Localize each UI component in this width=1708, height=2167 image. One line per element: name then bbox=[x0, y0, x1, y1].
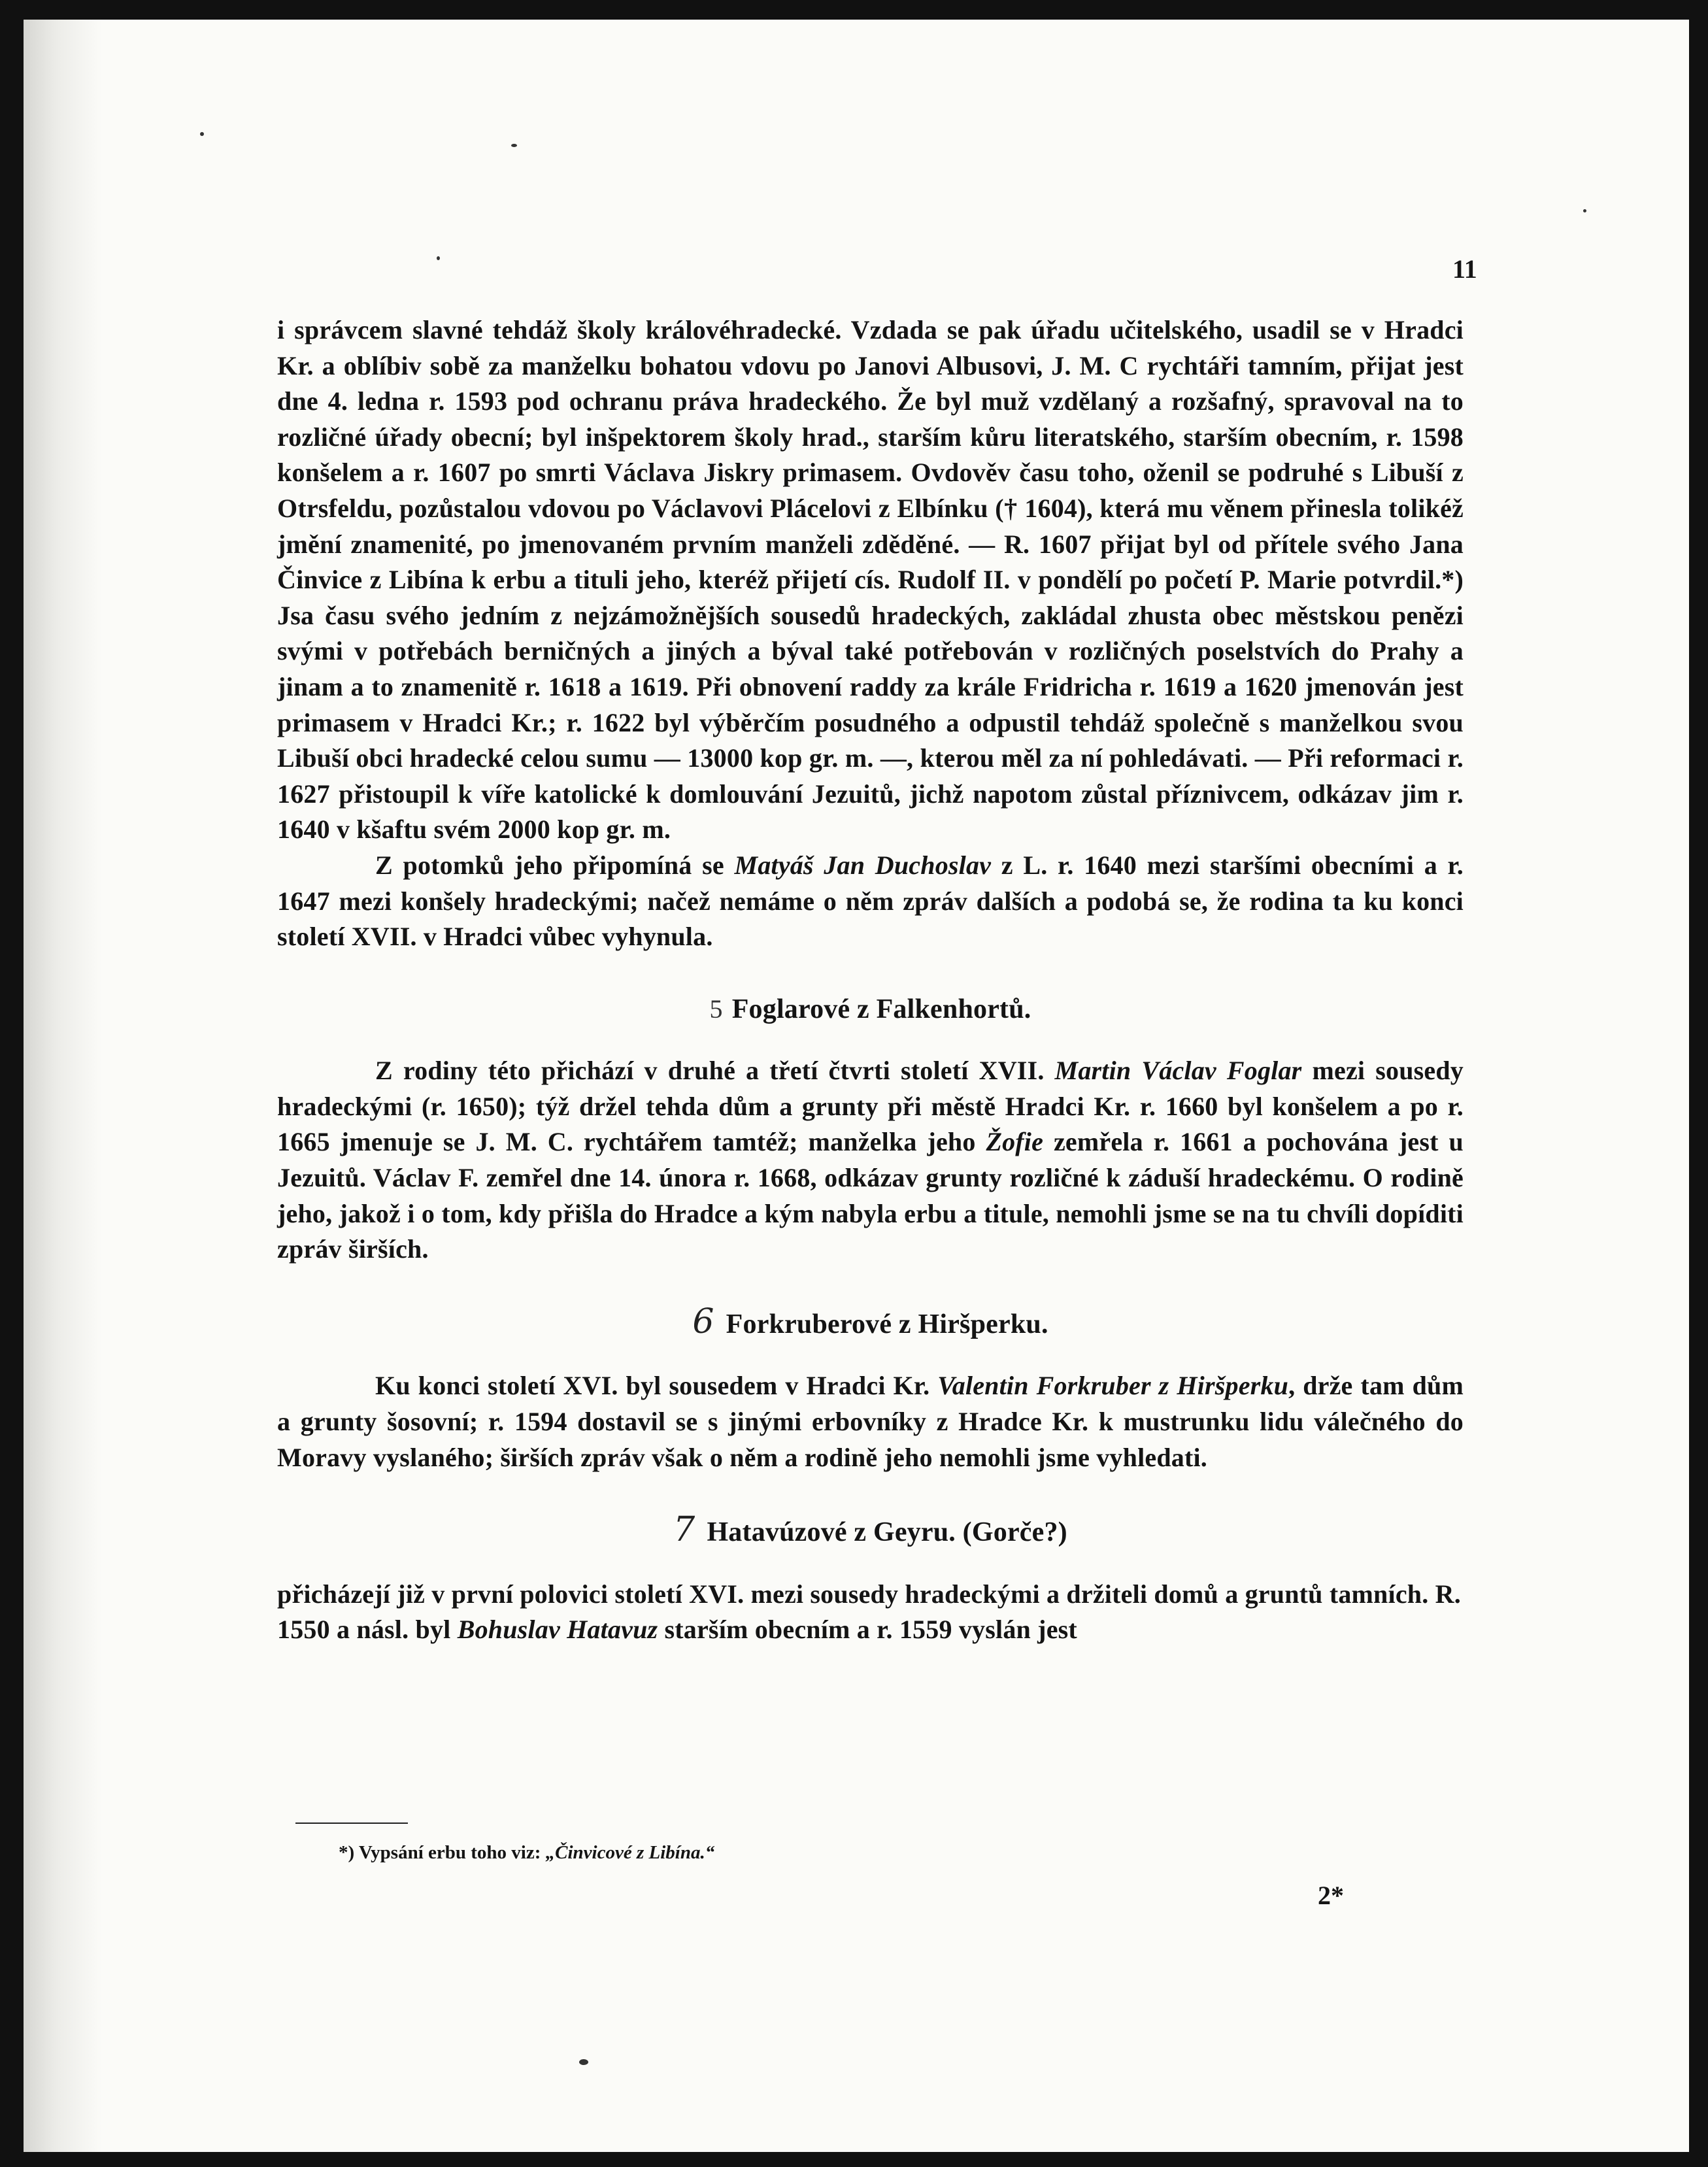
person-name: Žofie bbox=[986, 1127, 1044, 1157]
paragraph-descendants: Z potomků jeho připomíná se Matyáš Jan Duchoslav z L. r. 1640 mezi staršími obecními a r. 1647 mezi konšely hradeckými; načež nemáme o něm zpráv dalších a podobá se, že rodina ta ku konci století XVII. v Hradci vůbec vyhynula. bbox=[277, 850, 1464, 952]
printer-signature-mark: 2* bbox=[1318, 1881, 1344, 1910]
person-name: Matyáš Jan Duchoslav bbox=[734, 850, 992, 880]
paper-speck bbox=[200, 132, 204, 136]
page-number: 11 bbox=[1452, 254, 1477, 284]
paragraph-albus: i správcem slavné tehdáž školy královéhradecké. Vzdada se pak úřadu učitelského, usadil se v Hradci Kr. a oblíbiv sobě za manželku bohatou vdovu po Janovi Albusovi, J. M. C rychtáři tamním, přijat jest dne 4. ledna r. 1593 pod ochranu práva hradeckého. Že byl muž vzdělaný a rozšafný, spravoval na to rozličné úřady obecní; byl inšpektorem školy hrad., starším kůru literatského, starším obecním, r. 1598 konšelem a r. 1607 po smrti Václava Jiskry primasem. Ovdověv času toho, oženil se podruhé s Libuší z Otrsfeldu, pozůstalou vdovou po Václavovi Plácelovi z Elbínku († 1604), která mu věnem přinesla tolikéž jmění znamenité, po jmenovaném prvním manželi zděděné. — R. 1607 přijat byl od přítele svého Jana Činvice z Libína k erbu a tituli jeho, kteréž přijetí cís. Rudolf II. v pondělí po početí P. Marie potvrdil.*) Jsa času svého jedním z nejzámožnějších sousedů hradeckých, zakládal zhusta obec městskou penězi svými v potřebách berničných a jiných a býval také potřebován v rozličných poselstvích do Prahy a jinam a to znamenitě r. 1618 a 1619. Při obnovení raddy za krále Fridricha r. 1619 a 1620 jmenován jest primasem v Hradci Kr.; r. 1622 byl výběrčím posudného a odpustil tehdáž společně s manželkou svou Libuší obci hradecké celou sumu — 13000 kop gr. m. —, kterou měl za ní pohledávati. — Při reformaci r. 1627 přistoupil k víře katolické k domlouvání Jezuitů, jichž napotom zůstal příznivcem, odkázav jim r. 1640 v kšaftu svém 2000 kop gr. m. bbox=[277, 315, 1464, 845]
section-number-6: 6 bbox=[692, 1302, 714, 1341]
main-text bbox=[277, 312, 1464, 1648]
paper-speck bbox=[579, 2059, 588, 2065]
person-name: Valentin Forkruber z Hiršperku bbox=[937, 1371, 1289, 1401]
footnote-rule bbox=[295, 1823, 408, 1824]
section-heading-forkruber: 6 Forkruberové z Hiršperku. bbox=[692, 1302, 1048, 1341]
section-heading-hatavuz: 7 Hatavúzové z Geyru. (Gorče?) bbox=[673, 1510, 1067, 1550]
paragraph-forkruber: Ku konci století XVI. byl sousedem v Hradci Kr. Valentin Forkruber z Hiršperku, drže tam dům a grunty šosovní; r. 1594 dostavil se s jinými erbovníky z Hradce Kr. k mustrunku lidu válečného do Moravy vyslaného; širších zpráv však o něm a rodině jeho nemohli jsme vyhledati. bbox=[277, 1371, 1464, 1472]
paper-speck bbox=[1583, 209, 1586, 212]
footnote: *) Vypsání erbu toho viz: „Činvicové z Libína.“ bbox=[339, 1842, 715, 1863]
section-heading-foglar: 5 Foglarové z Falkenhortů. bbox=[277, 992, 1464, 1028]
page-spine-shadow bbox=[24, 20, 102, 2152]
paper-speck bbox=[437, 256, 440, 260]
section-number-5: 5 bbox=[709, 994, 723, 1024]
footnote-reference: „Činvicové z Libína.“ bbox=[545, 1842, 715, 1863]
paragraph-hatavuz: přicházejí již v první polovici století XVI. mezi sousedy hradeckými a držiteli domů a gruntů tamních. R. 1550 a násl. byl Bohuslav Hatavuz starším obecním a r. 1559 vyslán jest bbox=[277, 1579, 1461, 1645]
person-name: Bohuslav Hatavuz bbox=[457, 1615, 658, 1645]
paragraph-foglar: Z rodiny této přichází v druhé a třetí čtvrti století XVII. Martin Václav Foglar mezi sousedy hradeckými (r. 1650); týž držel tehda dům a grunty při městě Hradci Kr. r. 1660 byl konšelem a po r. 1665 jmenuje se J. M. C. rychtářem tamtéž; manželka jeho Žofie zemřela r. 1661 a pochována jest u Jezuitů. Václav F. zemřel dne 14. února r. 1668, odkázav grunty rozličné k záduší hradeckému. O rodině jeho, jakož i o tom, kdy přišla do Hradce a kým nabyla erbu a titule, nemohli jsme se na tu chvíli dopíditi zpráv širších. bbox=[277, 1056, 1464, 1264]
section-number-7: 7 bbox=[673, 1510, 695, 1550]
paper-speck bbox=[511, 144, 517, 147]
person-name: Martin Václav Foglar bbox=[1054, 1056, 1302, 1086]
